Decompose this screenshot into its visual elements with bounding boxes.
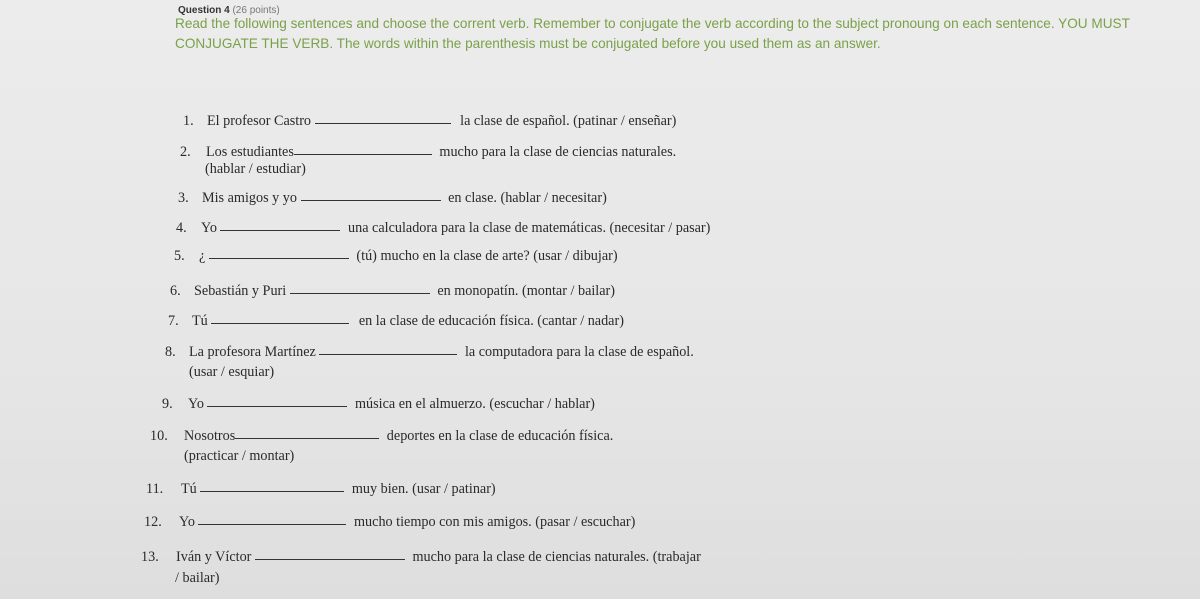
- item-subject: Los estudiantes: [206, 144, 294, 160]
- list-item: [178, 190, 607, 207]
- item-subject: Nosotros: [184, 428, 236, 444]
- question-title: Question 4: [178, 5, 230, 16]
- item-number: 1.: [183, 113, 194, 129]
- list-item: [174, 248, 618, 265]
- list-item: [168, 313, 624, 330]
- list-item: [162, 396, 595, 413]
- item-text: música en el almuerzo. (escuchar / hablar): [355, 396, 595, 412]
- list-item: [176, 220, 710, 237]
- item-text: deportes en la clase de educación física.: [386, 428, 614, 444]
- answer-blank[interactable]: [319, 353, 457, 355]
- item-subject: La profesora Martínez: [189, 344, 316, 360]
- answer-blank[interactable]: [207, 405, 347, 407]
- item-number: 2.: [180, 144, 191, 160]
- question-points: (26 points): [232, 5, 280, 16]
- item-number: 7.: [168, 313, 179, 329]
- item-text: mucho para la clase de ciencias naturales. (trabajar: [412, 549, 701, 565]
- item-subject: Iván y Víctor: [176, 549, 252, 565]
- item-number: 6.: [170, 283, 181, 299]
- list-item: [180, 144, 676, 161]
- item-text: en clase. (hablar / necesitar): [448, 190, 607, 206]
- item-subject: El profesor Castro: [207, 113, 312, 129]
- list-item: [141, 549, 701, 566]
- answer-blank[interactable]: [301, 199, 441, 201]
- answer-blank[interactable]: [220, 229, 340, 231]
- list-item: [146, 481, 496, 498]
- item-subject: ¿: [199, 248, 206, 264]
- item-number: 10.: [150, 428, 168, 444]
- list-item: [150, 428, 613, 445]
- item-number: 8.: [165, 344, 176, 360]
- item-text: en la clase de educación física. (cantar / nadar): [358, 313, 624, 329]
- list-item: [170, 283, 615, 300]
- item-text: una calculadora para la clase de matemáticas. (necesitar / pasar): [348, 220, 711, 236]
- item-text: la clase de español. (patinar / enseñar): [460, 113, 677, 129]
- list-item: [183, 113, 676, 130]
- item-subject: Sebastián y Puri: [194, 283, 287, 299]
- item-subject: Yo: [201, 220, 217, 236]
- answer-blank[interactable]: [235, 437, 379, 439]
- item-text: muy bien. (usar / patinar): [351, 481, 496, 497]
- list-item: [144, 514, 635, 531]
- answer-blank[interactable]: [198, 523, 346, 525]
- item-verb-options: (hablar / estudiar): [205, 161, 306, 177]
- item-text: en monopatín. (montar / bailar): [437, 283, 615, 299]
- item-subject: Tú: [192, 313, 208, 329]
- item-subject: Yo: [188, 396, 204, 412]
- item-number: 12.: [144, 514, 162, 530]
- item-subject: Mis amigos y yo: [202, 190, 297, 206]
- item-number: 11.: [146, 481, 164, 497]
- answer-blank[interactable]: [315, 122, 451, 124]
- item-number: 4.: [176, 220, 187, 236]
- answer-blank[interactable]: [211, 322, 349, 324]
- answer-blank[interactable]: [290, 292, 430, 294]
- item-verb-options: (practicar / montar): [184, 448, 295, 464]
- item-subject: Yo: [179, 514, 195, 530]
- instructions-text: Read the following sentences and choose the corrent verb. Remember to conjugate the verb according to the subject pronoung on each sentence. YOU MUST CONJUGATE THE VERB. The words within the parenthesis must be conjugated before you used them as an answer.: [175, 16, 1130, 51]
- item-verb-options: (usar / esquiar): [189, 364, 275, 380]
- answer-blank[interactable]: [200, 490, 344, 492]
- item-subject: Tú: [181, 481, 197, 497]
- item-verb-options: / bailar): [175, 570, 220, 586]
- item-text: la computadora para la clase de español.: [464, 344, 694, 360]
- answer-blank[interactable]: [255, 558, 405, 560]
- item-text: mucho para la clase de ciencias naturales.: [439, 144, 677, 160]
- item-number: 13.: [141, 549, 159, 565]
- item-number: 5.: [174, 248, 185, 264]
- answer-blank[interactable]: [294, 153, 432, 155]
- item-text: mucho tiempo con mis amigos. (pasar / escuchar): [354, 514, 636, 530]
- list-item: [165, 344, 694, 361]
- item-number: 9.: [162, 396, 173, 412]
- item-text: (tú) mucho en la clase de arte? (usar / dibujar): [356, 248, 618, 264]
- item-number: 3.: [178, 190, 189, 206]
- answer-blank[interactable]: [209, 257, 349, 259]
